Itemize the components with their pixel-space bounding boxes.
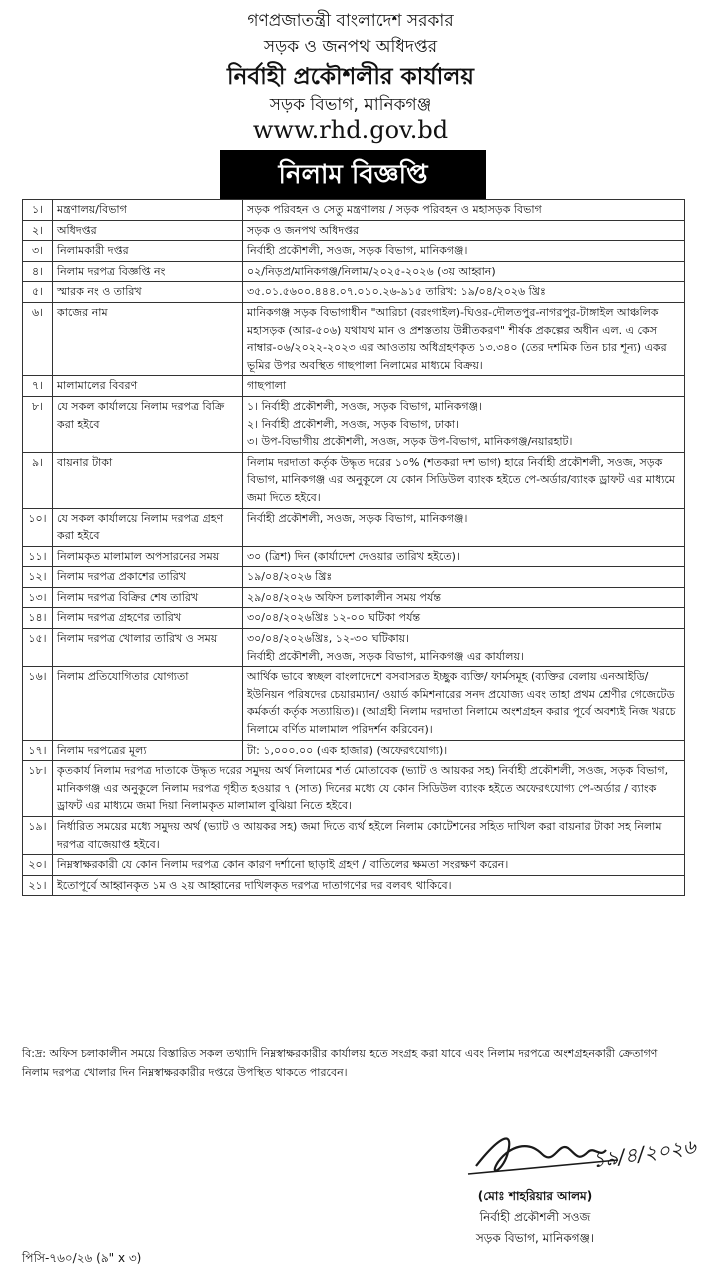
table-row — [23, 396, 685, 452]
row-value — [243, 396, 685, 452]
website-link[interactable]: www.rhd.gov.bd — [252, 116, 449, 144]
signatory-block — [420, 1186, 650, 1249]
row-number: ১২। — [23, 567, 53, 588]
row-number: ৮। — [23, 396, 53, 452]
row-label: কাজের নাম — [53, 302, 243, 375]
row-number: ৫। — [23, 282, 53, 303]
row-label: নিলাম প্রতিযোগিতার যোগ্যতা — [53, 667, 243, 740]
table-row — [23, 282, 685, 303]
row-value: ২৯/০৪/২০২৬ অফিস চলাকালীন সময় পর্যন্ত — [243, 587, 685, 608]
row-number: ১৯। — [23, 817, 53, 855]
row-label: নিলাম দরপত্রের মূল্য — [53, 740, 243, 761]
signatory-office: সড়ক বিভাগ, মানিকগঞ্জ। — [475, 1231, 595, 1245]
row-value: সড়ক পরিবহন ও সেতু মন্ত্রণালয় / সড়ক পরিবহন ও মহাসড়ক বিভাগ — [243, 200, 685, 221]
table-row — [23, 302, 685, 375]
office-name: নির্বাহী প্রকৌশলীর কার্যালয় — [227, 64, 474, 90]
row-value-line: ৩। উপ-বিভাগীয় প্রকৌশলী, সওজ, সড়ক উপ-বিভাগ, মানিকগঞ্জ/নয়ারহাট। — [247, 435, 573, 449]
row-label: অধিদপ্তর — [53, 220, 243, 241]
table-row — [23, 608, 685, 629]
row-number: ১। — [23, 200, 53, 221]
table-row — [23, 855, 685, 876]
row-value — [243, 629, 685, 667]
row-label: নিলাম দরপত্র খোলার তারিখ ও সময় — [53, 629, 243, 667]
table-row — [23, 587, 685, 608]
row-value: নির্বাহী প্রকৌশলী, সওজ, সড়ক বিভাগ, মানিকগঞ্জ। — [243, 241, 685, 262]
row-value: ৩০ (ত্রিশ) দিন (কার্যাদেশ দেওয়ার তারিখ হইতে)। — [243, 546, 685, 567]
table-row — [23, 875, 685, 896]
row-number: ১৪। — [23, 608, 53, 629]
row-label: নিলাম দরপত্র বিজ্ঞপ্তি নং — [53, 261, 243, 282]
row-value-line: ২। নির্বাহী প্রকৌশলী, সওজ, সড়ক বিভাগ, ঢাকা। — [247, 417, 459, 431]
row-value: নির্বাহী প্রকৌশলী, সওজ, সড়ক বিভাগ, মানিকগঞ্জ। — [243, 508, 685, 546]
signature-mark — [468, 1118, 698, 1188]
row-label: স্মারক নং ও তারিখ — [53, 282, 243, 303]
table-row — [23, 546, 685, 567]
row-value: নিলাম দরদাতা কর্তৃক উদ্ধৃত দরের ১০% (শতকরা দশ ভাগ) হারে নির্বাহী প্রকৌশলী, সওজ, সড়ক বিভাগ, মানিকগঞ্জ এর অনুকূলে যে কোন সিডিউল ব্যাংক হইতে পে-অর্ডার/ব্যাংক ড্রাফট এর মাধ্যমে জমা দিতে হইবে। — [243, 452, 685, 508]
row-number: ১১। — [23, 546, 53, 567]
signatory-name: (মোঃ শাহরিয়ার আলম) — [477, 1189, 593, 1203]
row-value-line: ৩০/০৪/২০২৬খ্রিঃ, ১২-৩০ ঘটিকায়। — [247, 632, 410, 646]
table-row — [23, 376, 685, 397]
row-label: মন্ত্রণালয়/বিভাগ — [53, 200, 243, 221]
row-label: নিলামকৃত মালামাল অপসারনের সময় — [53, 546, 243, 567]
division-name: সড়ক বিভাগ, মানিকগঞ্জ — [269, 95, 432, 115]
row-number: ১৮। — [23, 761, 53, 817]
table-row — [23, 452, 685, 508]
row-value: ১৯/০৪/২০২৬ খ্রিঃ — [243, 567, 685, 588]
row-value: ৩০/০৪/২০২৬খ্রিঃ ১২-০০ ঘটিকা পর্যন্ত — [243, 608, 685, 629]
row-label: নিলাম দরপত্র বিক্রির শেষ তারিখ — [53, 587, 243, 608]
table-row — [23, 761, 685, 817]
row-label: নিলামকারী দপ্তর — [53, 241, 243, 262]
row-number: ২১। — [23, 875, 53, 896]
row-label: নিলাম দরপত্র গ্রহণের তারিখ — [53, 608, 243, 629]
row-number: ৭। — [23, 376, 53, 397]
row-label: নিলাম দরপত্র প্রকাশের তারিখ — [53, 567, 243, 588]
table-row — [23, 220, 685, 241]
row-text: নিম্নস্বাক্ষরকারী যে কোন নিলাম দরপত্র কোন কারণ দর্শানো ছাড়াই গ্রহণ / বাতিলের ক্ষমতা সংরক্ষণ করেন। — [53, 855, 685, 876]
row-number: ৯। — [23, 452, 53, 508]
notice-title: নিলাম বিজ্ঞপ্তি — [220, 150, 486, 200]
row-value-line: ১। নির্বাহী প্রকৌশলী, সওজ, সড়ক বিভাগ, মানিকগঞ্জ। — [247, 399, 482, 413]
row-number: ২০। — [23, 855, 53, 876]
row-value-line: নির্বাহী প্রকৌশলী, সওজ, সড়ক বিভাগ, মানিকগঞ্জ এর কার্যালয়। — [247, 649, 524, 663]
row-label: মালামালের বিবরণ — [53, 376, 243, 397]
row-number: ৩। — [23, 241, 53, 262]
row-number: ১৬। — [23, 667, 53, 740]
footnote: বি:দ্র: অফিস চলাকালীন সময়ে বিস্তারিত সকল তথ্যাদি নিম্নস্বাক্ষরকারীর কার্যালয় হতে সংগ্রহ করা যাবে এবং নিলাম দরপত্রে অংশগ্রহনকারী ক্রেতাগণ নিলাম দরপত্র খোলার দিন নিম্নস্বাক্ষরকারীর দপ্তরে উপস্থিত থাকতে পারবেন। — [22, 1047, 658, 1080]
auction-details-table — [22, 199, 685, 896]
row-value: টা: ১,০০০.০০ (এক হাজার) (অফেরৎযোগ্য)। — [243, 740, 685, 761]
department-name: সড়ক ও জনপথ অধিদপ্তর — [263, 37, 438, 57]
row-label: যে সকল কার্যালয়ে নিলাম দরপত্র গ্রহণ করা হইবে — [53, 508, 243, 546]
row-number: ১০। — [23, 508, 53, 546]
table-row — [23, 667, 685, 740]
row-number: ৬। — [23, 302, 53, 375]
row-number: ৪। — [23, 261, 53, 282]
row-value: আর্থিক ভাবে স্বচ্ছল বাংলাদেশে বসবাসরত ইচ্ছুক ব্যক্তি/ ফার্মসমূহ (ব্যক্তির বেলায় এনআইডি/ ইউনিয়ন পরিষদের চেয়ারম্যান/ ওয়ার্ড কমিশনারের সনদ প্রযোজ্য এবং তাহা প্রথম শ্রেণীর গেজেটেড কর্মকর্তা কর্তৃক সত্যায়িত)। (আগ্রহী নিলাম দরদাতা নিলামে অংশগ্রহন করার পূর্বে অবশ্যই নিজ খরচে নিলামে বর্ণিত মালামাল পরিদর্শন করিবেন)। — [243, 667, 685, 740]
row-text: নির্ধারিত সময়ের মধ্যে সমুদয় অর্থ (ভ্যাট ও আয়কর সহ) জমা দিতে ব্যর্থ হইলে নিলাম কোটেশনের সহিত দাখিল করা বায়নার টাকা সহ নিলাম দরপত্র বাজেয়াপ্ত হইবে। — [53, 817, 685, 855]
table-row — [23, 629, 685, 667]
table-row — [23, 740, 685, 761]
row-label: বায়নার টাকা — [53, 452, 243, 508]
government-name: গণপ্রজাতন্ত্রী বাংলাদেশ সরকার — [247, 11, 454, 31]
table-row — [23, 261, 685, 282]
row-value: গাছপালা — [243, 376, 685, 397]
row-number: ১৩। — [23, 587, 53, 608]
table-row — [23, 508, 685, 546]
table-row — [23, 567, 685, 588]
signature-date: ১৯/৪/২০২৬ — [590, 1134, 698, 1173]
row-value: ০২/নিড়প্র/মানিকগঞ্জ/নিলাম/২০২৫-২০২৬ (৩য় আহ্বান) — [243, 261, 685, 282]
row-value: সড়ক ও জনপথ অধিদপ্তর — [243, 220, 685, 241]
table-row — [23, 817, 685, 855]
row-text: কৃতকার্য নিলাম দরপত্র দাতাকে উদ্ধৃত দরের সমুদয় অর্থ নিলামের শর্ত মোতাবেক (ভ্যাট ও আয়কর সহ) নির্বাহী প্রকৌশলী, সওজ, সড়ক বিভাগ, মানিকগঞ্জ এর অনুকূলে নিলাম দরপত্র গৃহীত হওয়ার ৭ (সাত) দিনের মধ্যে যে কোন সিডিউল ব্যাংক হইতে অফেরৎযোগ্য পে-অর্ডার / ব্যাংক ড্রাফট এর মাধ্যমে জমা দিয়া নিলামকৃত মালামাল বুঝিয়া নিতে হইবে। — [53, 761, 685, 817]
table-row — [23, 241, 685, 262]
row-label: যে সকল কার্যালয়ে নিলাম দরপত্র বিক্রি করা হইবে — [53, 396, 243, 452]
row-text: ইতোপূর্বে আহ্বানকৃত ১ম ও ২য় আহ্বানের দাখিলকৃত দরপত্র দাতাগণের দর বলবৎ থাকিবে। — [53, 875, 685, 896]
pc-number: পিসি-৭৬০/২৬ (৯" x ৩) — [22, 1251, 142, 1265]
table-row — [23, 200, 685, 221]
row-value: ৩৫.০১.৫৬০০.৪৪৪.০৭.০১০.২৬-৯১৫ তারিখ: ১৯/০৪/২০২৬ খ্রিঃ — [243, 282, 685, 303]
signatory-designation: নির্বাহী প্রকৌশলী সওজ — [479, 1210, 591, 1224]
row-value: মানিকগঞ্জ সড়ক বিভাগাধীন "আরিচা (বরংগাইল)-ঘিওর-দৌলতপুর-নাগরপুর-টাঙ্গাইল আঞ্চলিক মহাসড়ক (আর-৫০৬) যথাযথ মান ও প্রশস্ততায় উন্নীতকরণ" শীর্ষক প্রকল্পের অধীন এল. এ কেস নাম্বার-০৬/২০২২-২০২৩ এর আওতায় অধিগ্রহণকৃত ১৩.৩৪০ (তের দশমিক তিন চার শূন্য) একর ভূমির উপর অবস্থিত গাছপালা নিলামের মাধ্যমে বিক্রয়। — [243, 302, 685, 375]
row-number: ১৭। — [23, 740, 53, 761]
row-number: ২। — [23, 220, 53, 241]
row-number: ১৫। — [23, 629, 53, 667]
